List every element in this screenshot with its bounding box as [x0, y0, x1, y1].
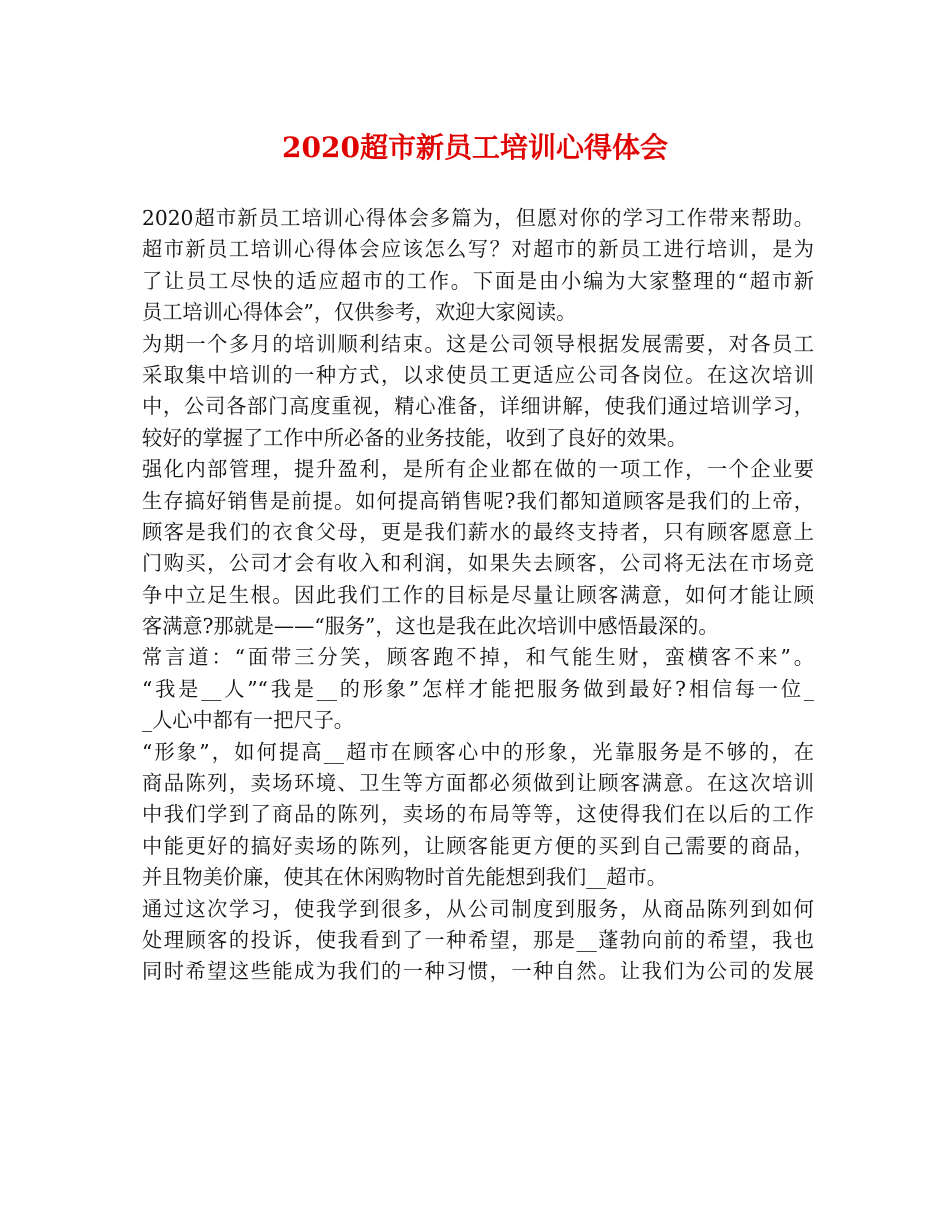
- body-text-line: 强化内部管理，提升盈利，是所有企业都在做的一项工作，一个企业要: [142, 457, 814, 482]
- body-text-line: 超市新员工培训心得体会应该怎么写？对超市的新员工进行培训，是为: [142, 237, 814, 262]
- body-text-line: 同时希望这些能成为我们的一种习惯，一种自然。让我们为公司的发展: [142, 959, 814, 984]
- body-text-line: 2020超市新员工培训心得体会多篇为，但愿对你的学习工作带来帮助。: [142, 206, 814, 230]
- body-text-line: 较好的掌握了工作中所必备的业务技能，收到了良好的效果。: [142, 425, 688, 450]
- body-text-line: 门购买，公司才会有收入和利润，如果失去顾客，公司将无法在市场竞: [142, 551, 814, 576]
- document-title: 2020超市新员工培训心得体会: [282, 131, 668, 164]
- body-text-line: 员工培训心得体会”，仅供参考，欢迎大家阅读。: [142, 300, 577, 325]
- body-text-line: “形象”，如何提高__超市在顾客心中的形象，光靠服务是不够的，在: [142, 739, 814, 764]
- body-text-line: 中我们学到了商品的陈列，卖场的布局等等，这使得我们在以后的工作: [142, 802, 814, 827]
- body-text-line: 处理顾客的投诉，使我看到了一种希望，那是__蓬勃向前的希望，我也: [142, 927, 814, 952]
- document-body: [142, 203, 814, 988]
- body-text-line: 采取集中培训的一种方式，以求使员工更适应公司各岗位。在这次培训: [142, 362, 814, 387]
- body-text-line: 中能更好的搞好卖场的陈列，让顾客能更方便的买到自己需要的商品，: [142, 833, 814, 858]
- body-text-line: 通过这次学习，使我学到很多，从公司制度到服务，从商品陈列到如何: [142, 896, 814, 921]
- body-text-line: “我是__人”“我是__的形象”怎样才能把服务做到最好?相信每一位_: [142, 676, 814, 701]
- body-text-line: _人心中都有一把尺子。: [142, 708, 354, 733]
- body-text-line: 并且物美价廉，使其在休闲购物时首先能想到我们__超市。: [142, 865, 667, 890]
- body-text-line: 商品陈列，卖场环境、卫生等方面都必须做到让顾客满意。在这次培训: [142, 771, 814, 796]
- body-text-line: 客满意?那就是——“服务”，这也是我在此次培训中感悟最深的。: [142, 614, 719, 639]
- body-text-line: 中，公司各部门高度重视，精心准备，详细讲解，使我们通过培训学习，: [142, 394, 814, 419]
- body-text-line: 为期一个多月的培训顺利结束。这是公司领导根据发展需要，对各员工: [142, 331, 814, 356]
- body-text-line: 常言道：“面带三分笑，顾客跑不掉，和气能生财，蛮横客不来”。: [142, 645, 814, 670]
- body-text-line: 生存搞好销售是前提。如何提高销售呢?我们都知道顾客是我们的上帝，: [142, 488, 814, 513]
- body-text-line: 顾客是我们的衣食父母，更是我们薪水的最终支持者，只有顾客愿意上: [142, 519, 814, 544]
- body-text-line: 了让员工尽快的适应超市的工作。下面是由小编为大家整理的“超市新: [142, 268, 814, 293]
- body-text-line: 争中立足生根。因此我们工作的目标是尽量让顾客满意，如何才能让顾: [142, 582, 814, 607]
